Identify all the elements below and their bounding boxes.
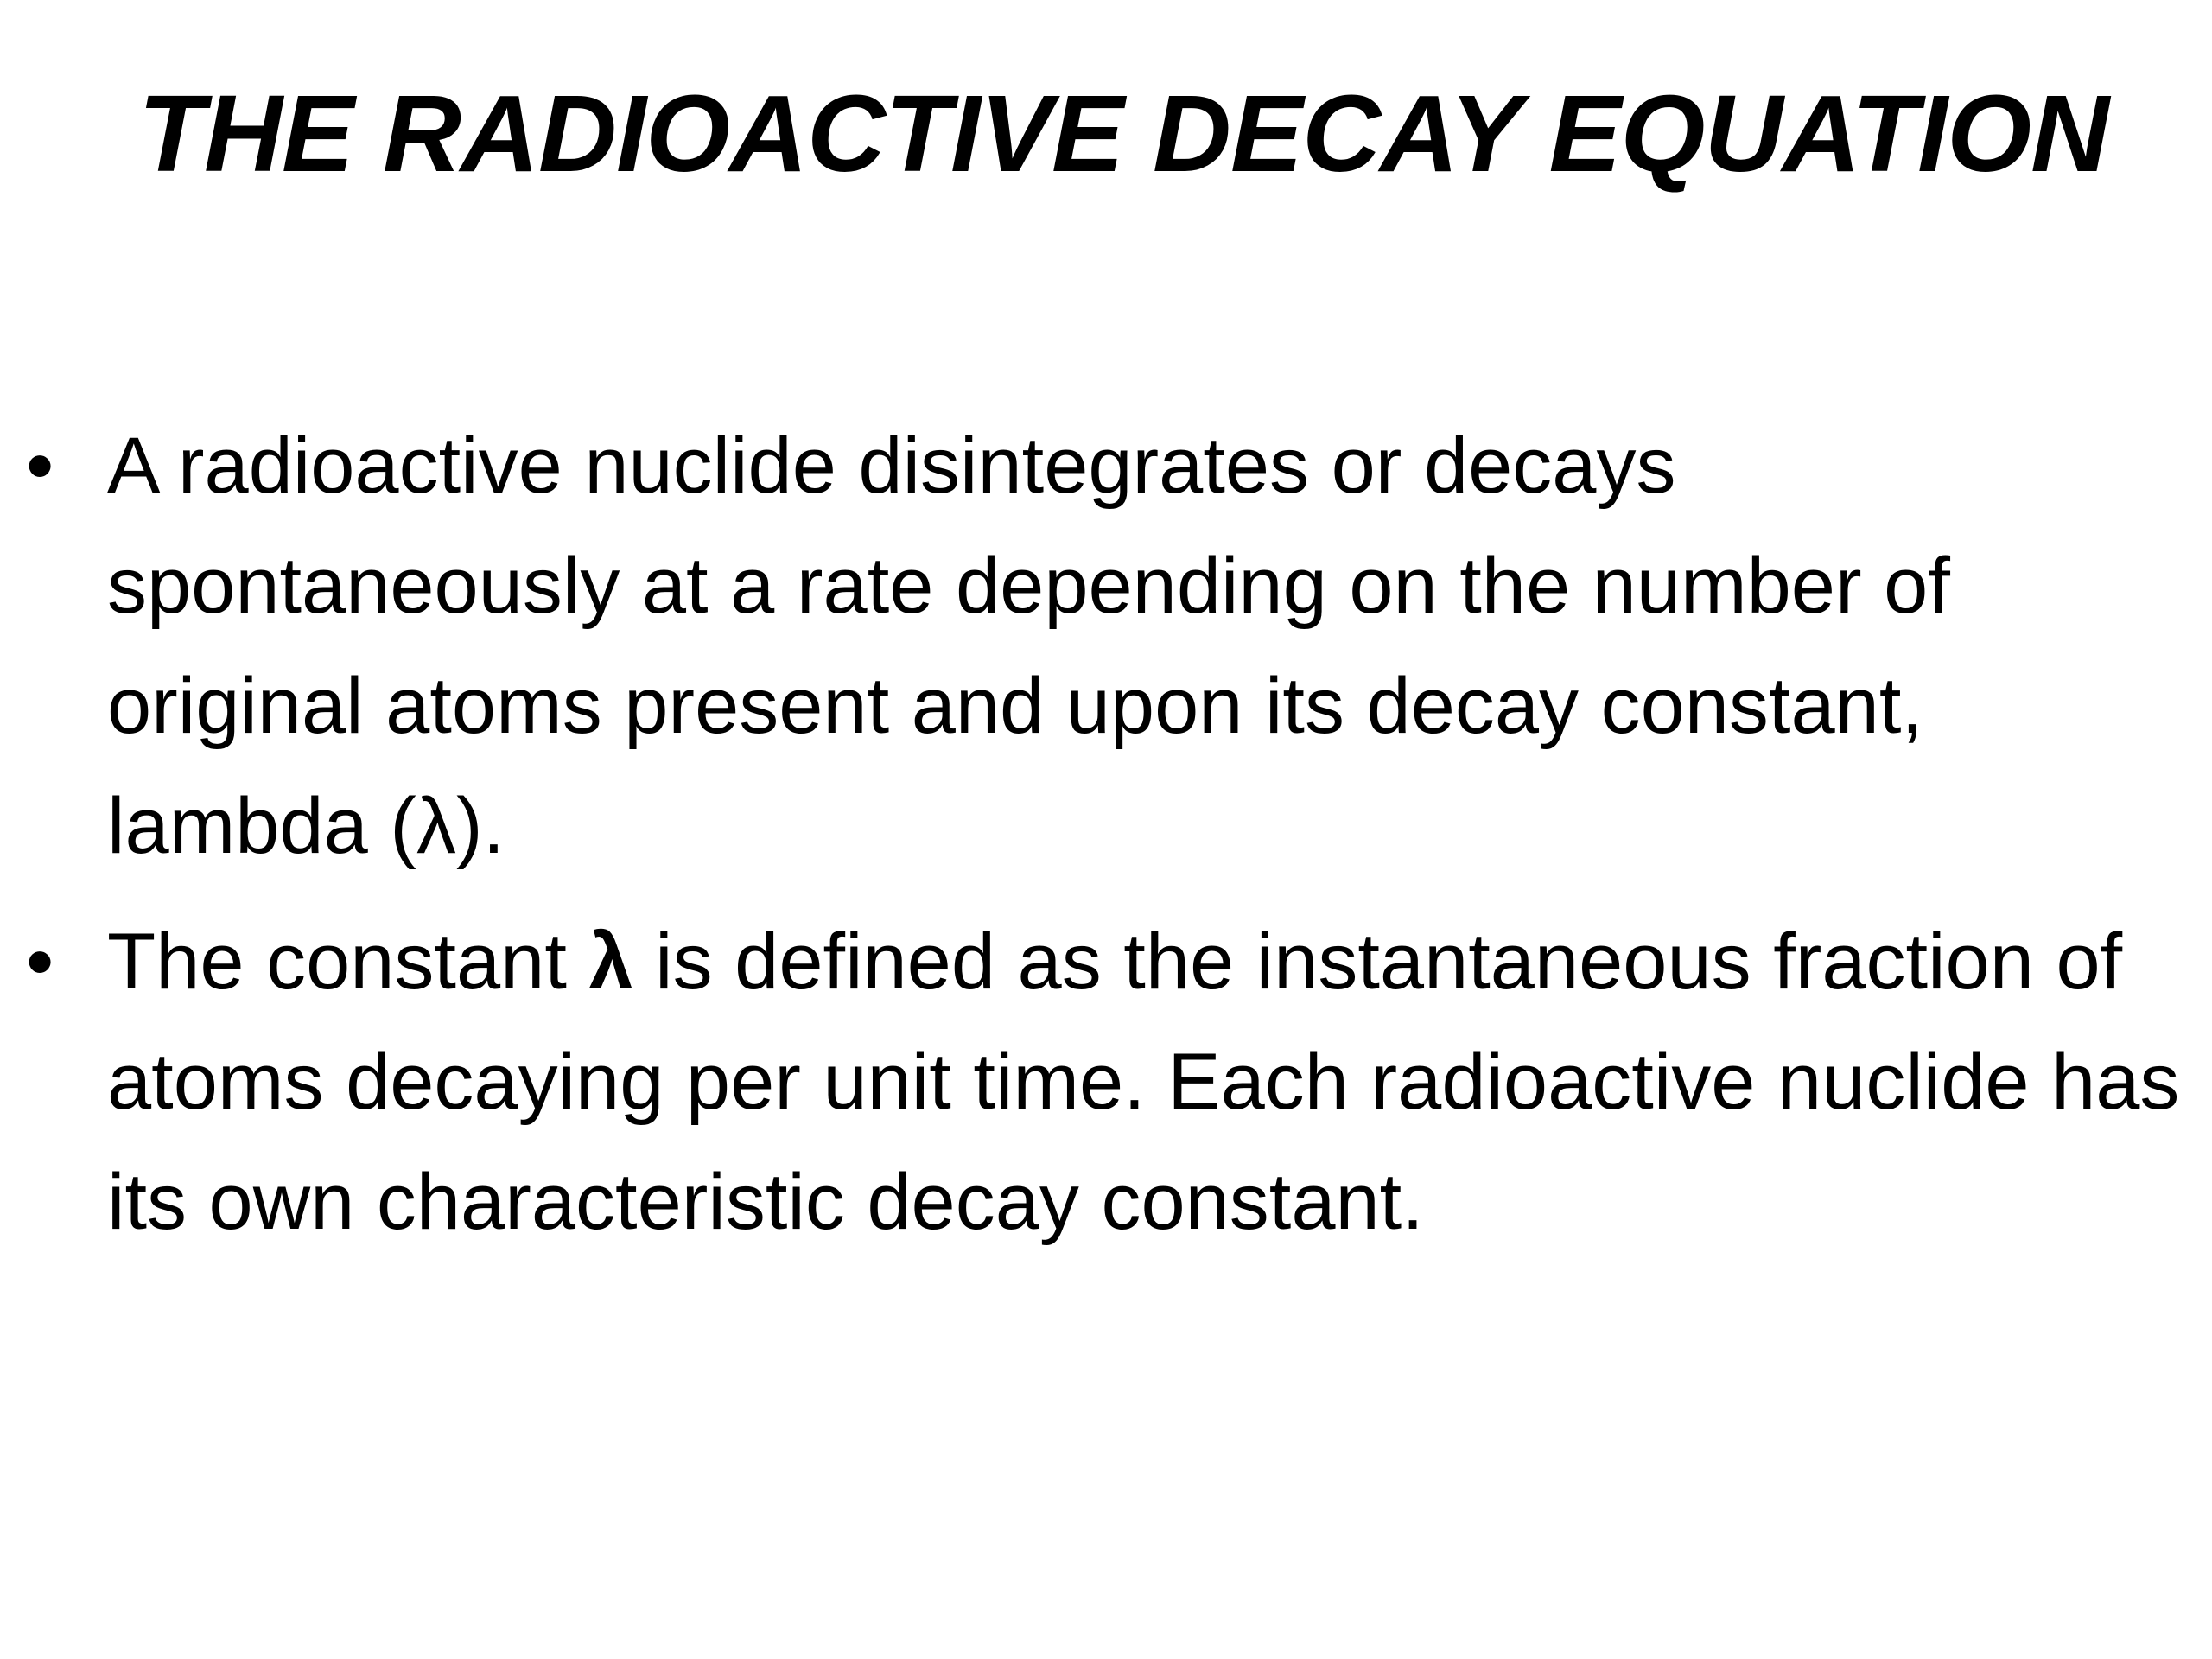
bullet-icon: • (26, 422, 54, 510)
lambda-symbol: λ (588, 918, 633, 1006)
bullet-text: A radioactive nuclide disintegrates or decays spontaneously at a rate depending on the number of original atoms present and upon its decay constant, lambda (λ). (107, 422, 1950, 870)
bullet-item (0, 406, 2181, 887)
slide-title: THE RADIOACTIVE DECAY EQUATION (138, 73, 2109, 194)
bullet-icon: • (26, 918, 54, 1006)
bullet-list (0, 406, 2212, 1278)
bullet-text-end: is defined as the instantaneous fraction of atoms decaying per unit time. Each radioactive nuclide has its own characteristic decay constant. (107, 918, 2180, 1246)
bullet-text-start: The constant (107, 918, 589, 1006)
bullet-item (0, 902, 2181, 1262)
